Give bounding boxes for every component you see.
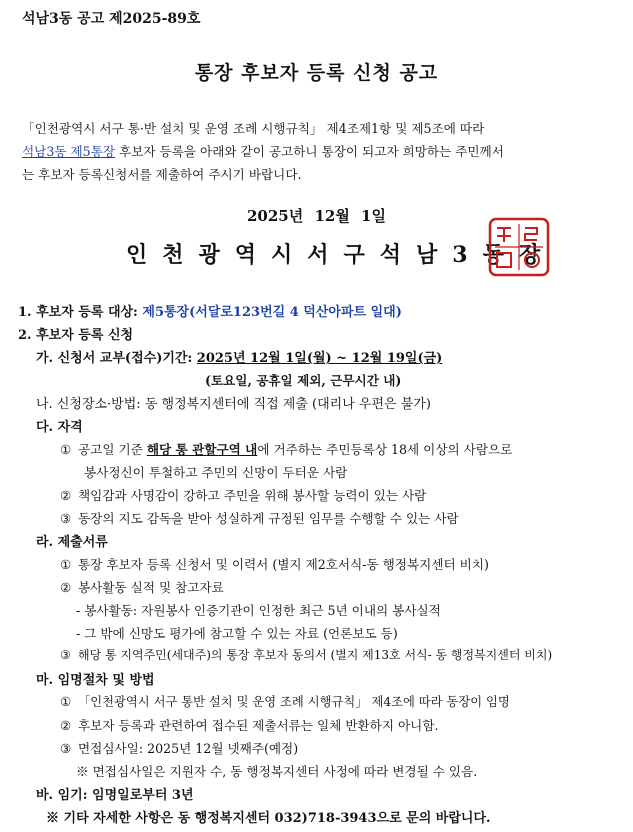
qualification-item-2: ② 책임감과 사명감이 강하고 주민을 위해 봉사할 능력이 있는 사람 <box>60 488 427 503</box>
intro-line-2 <box>22 141 504 160</box>
period-value: 2025년 12월 1일(월) ~ 12월 19일(금) <box>196 351 443 366</box>
qualification-item-3: ③ 동장의 지도 감독을 받아 성실하게 규정된 임무를 수행할 수 있는 사람 <box>60 511 459 526</box>
notice-number: 석남3동 공고 제2025-89호 <box>22 11 201 27</box>
intro-line-2-rest: 후보자 등록을 아래와 같이 공고하니 통장이 되고자 희망하는 주민께서 <box>115 144 504 159</box>
qualification-heading: 다. 자격 <box>36 420 83 435</box>
intro-line-1: 「인천광역시 서구 통·반 설치 및 운영 조례 시행규칙」 제4조제1항 및 제5조에 따라 <box>22 121 485 136</box>
intro-highlight: 석남3동 제5통장 <box>22 144 116 159</box>
qualification-item-1: ① 공고일 기준 해당 통 관할구역 내에 거주하는 주민등록상 18세 이상의 사람으로 <box>60 442 513 457</box>
appointment-item-2: ② 후보자 등록과 관련하여 접수된 제출서류는 일체 반환하지 아니함. <box>60 718 439 733</box>
term: 바. 임기: 임명일로부터 3년 <box>36 788 194 803</box>
place-method: 나. 신청장소·방법: 동 행정복지센터에 직접 제출 (대리나 우편은 불가) <box>36 397 431 412</box>
section-1 <box>18 301 402 320</box>
issuing-office: 인천광역시서구석남3동장 <box>126 242 556 268</box>
documents-heading: 라. 제출서류 <box>36 535 108 550</box>
appointment-item-3: ③ 면접심사일: 2025년 12월 넷째주(예정) <box>60 741 299 756</box>
documents-item-2: ② 봉사활동 실적 및 참고자료 <box>60 580 224 595</box>
official-seal-icon <box>487 216 551 278</box>
qualification-item-1-cont: 봉사정신이 투철하고 주민의 신망이 두터운 사람 <box>84 465 348 480</box>
period-note: (토요일, 공휴일 제외, 근무시간 내) <box>205 373 402 388</box>
appointment-item-1: ① 「인천광역시 서구 통반 설치 및 운영 조례 시행규칙」 제4조에 따라 동장이 임명 <box>60 695 510 709</box>
intro-line-3: 는 후보자 등록신청서를 제출하여 주시기 바랍니다. <box>22 167 302 182</box>
footer-contact: ※ 기타 자세한 사항은 동 행정복지센터 032)718-3943으로 문의 바랍니다. <box>46 811 491 826</box>
document-title: 통장 후보자 등록 신청 공고 <box>194 62 439 84</box>
section-1-label: 1. 후보자 등록 대상: <box>18 305 143 320</box>
section-1-value: 제5통장(서달로123번길 4 덕산아파트 일대) <box>142 305 402 320</box>
appointment-heading: 마. 임명절차 및 방법 <box>36 673 155 688</box>
notice-date: 2025년 12월 1일 <box>247 207 386 225</box>
documents-item-3: ③ 해당 통 지역주민(세대주)의 통장 후보자 동의서 (별지 제13호 서식- 동 행정복지센터 비치) <box>60 648 553 662</box>
documents-sub-2: - 그 밖에 신망도 평가에 참고할 수 있는 자료 (언론보도 등) <box>76 626 398 641</box>
documents-item-1: ① 통장 후보자 등록 신청서 및 이력서 (별지 제2호서식-동 행정복지센터 비치) <box>60 557 489 572</box>
section-2-heading: 2. 후보자 등록 신청 <box>18 328 134 343</box>
period-line <box>36 347 442 366</box>
appointment-note: ※ 면접심사일은 지원자 수, 동 행정복지센터 사정에 따라 변경될 수 있음. <box>76 764 478 779</box>
documents-sub-1: - 봉사활동: 자원봉사 인증기관이 인정한 최근 5년 이내의 봉사실적 <box>76 603 441 618</box>
period-label: 가. 신청서 교부(접수)기간: <box>36 351 197 366</box>
